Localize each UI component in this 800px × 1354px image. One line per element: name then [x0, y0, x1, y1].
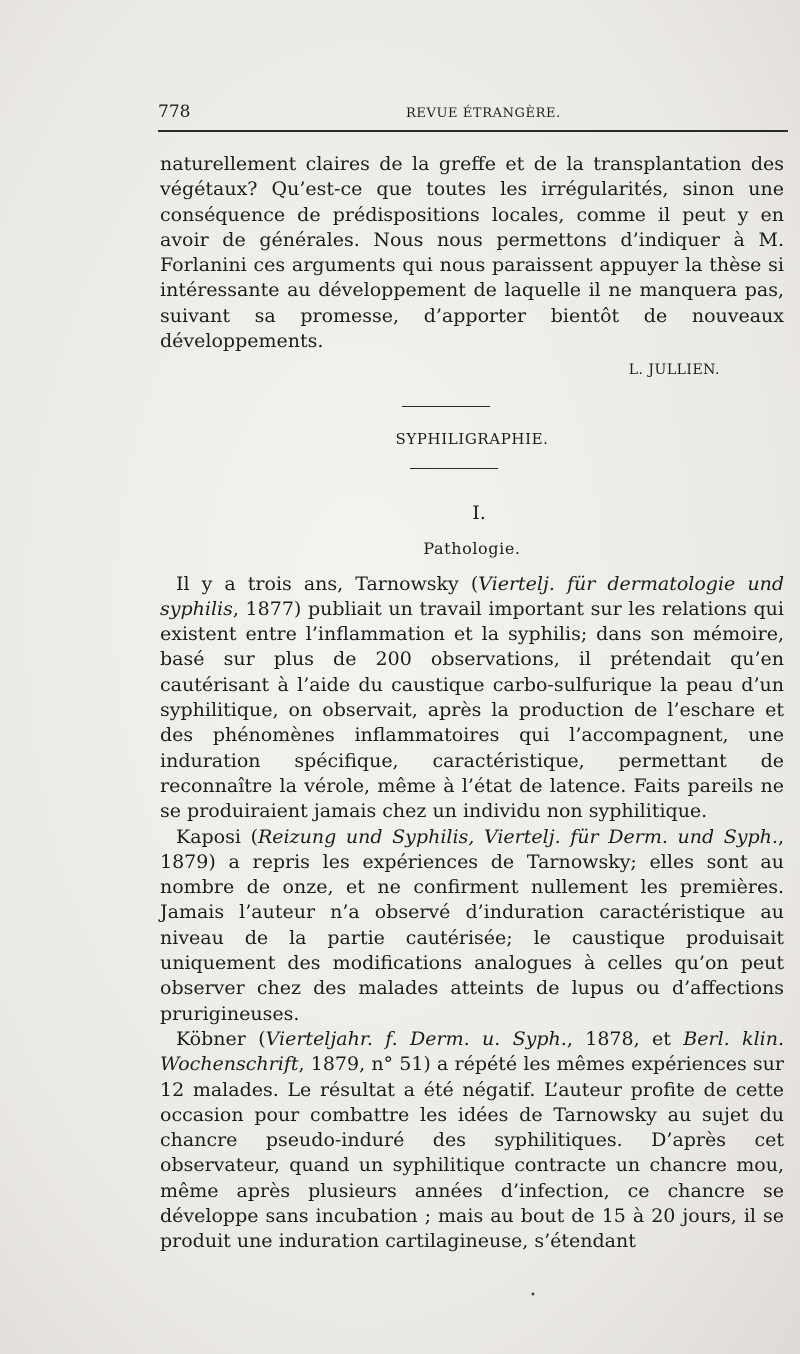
text-run: , 1879, n° 51) a répété les mêmes expériences sur 12 malades. Le résultat a été négatif. L’auteur profite de cette occasion pour combattre les idées de Tarnowsky au sujet du chancre pseudo-induré des syphilitiques. D’après cet observateur, quand un syphilitique contracte un chancre mou, même après plusieurs années d’infection, ce chancre se développe sans incubation ; mais au bout de 15 à 20 jours, il se produit une induration cartilagineuse, s’étendant	[160, 1053, 784, 1253]
text-run: Kaposi (	[176, 825, 258, 848]
page-number: 778	[158, 102, 191, 122]
paragraph-tarnowsky	[160, 572, 784, 825]
paragraph-forlanini: naturellement claires de la greffe et de la transplantation des végétaux? Qu’est-ce que toutes les irrégularités, sinon une conséquence de prédispositions locales, comme il peut y en avoir de générales. Nous nous permettons d’indiquer à M. Forlanini ces arguments qui nous paraissent appuyer la thèse si intéressante au développement de laquelle il ne manquera pas, suivant sa promesse, d’apporter bientôt de nouveaux développements.	[160, 153, 784, 353]
page-header	[158, 100, 788, 130]
citation-title: Vierteljahr. f. Derm. u. Syph.	[265, 1027, 567, 1050]
text-run: Köbner (	[176, 1027, 266, 1050]
body-text	[160, 152, 784, 1255]
text-run: , 1877) publiait un travail important sur les relations qui existent entre l’inflammation et la syphilis; dans son mémoire, basé sur plus de 200 observations, il prétendait qu’en cautérisant à l’aide du caustique carbo-sulfurique la peau d’un syphilitique, on observait, après la production de l’eschare et des phénomènes inflammatoires qui l’accompagnent, une induration spécifique, caractéristique, permettant de reconnaître la vérole, même à l’état de latence. Faits pareils ne se produiraient jamais chez un individu non syphilitique.	[160, 597, 784, 823]
paragraph-kobner	[160, 1027, 784, 1255]
citation-title: Reizung und Syphilis, Viertelj. für Derm. und Syph.	[258, 825, 778, 848]
section-title: SYPHILIGRAPHIE.	[395, 429, 549, 448]
text-run: , 1879) a repris les expériences de Tarnowsky; elles sont au nombre de onze, et ne confirment nullement les premières. Jamais l’auteur n’a observé d’induration caractéristique au niveau de la partie cautérisée; le caustique produisait uniquement des modifications analogues à celles qu’on peut observer chez des malades atteints de lupus ou d’affections prurigineuses.	[160, 825, 785, 1025]
text-run: , 1878, et	[566, 1027, 684, 1050]
running-head: REVUE ÉTRANGÈRE.	[406, 106, 561, 121]
paragraph-kaposi	[160, 825, 784, 1027]
chapter-numeral: I.	[472, 501, 486, 524]
citation-title: Viertelj. für dermatologie und syphilis	[160, 572, 784, 620]
citation-title: Berl. klin. Wochenschrift	[160, 1027, 785, 1076]
author-signature: L. JULLIEN.	[628, 362, 720, 379]
section-divider-2	[410, 468, 498, 469]
chapter-subtitle: Pathologie.	[423, 539, 521, 559]
section-divider	[402, 406, 490, 407]
ink-spot: •	[530, 1290, 536, 1301]
header-rule	[158, 130, 788, 132]
text-run: Il y a trois ans, Tarnowsky (	[176, 572, 479, 595]
